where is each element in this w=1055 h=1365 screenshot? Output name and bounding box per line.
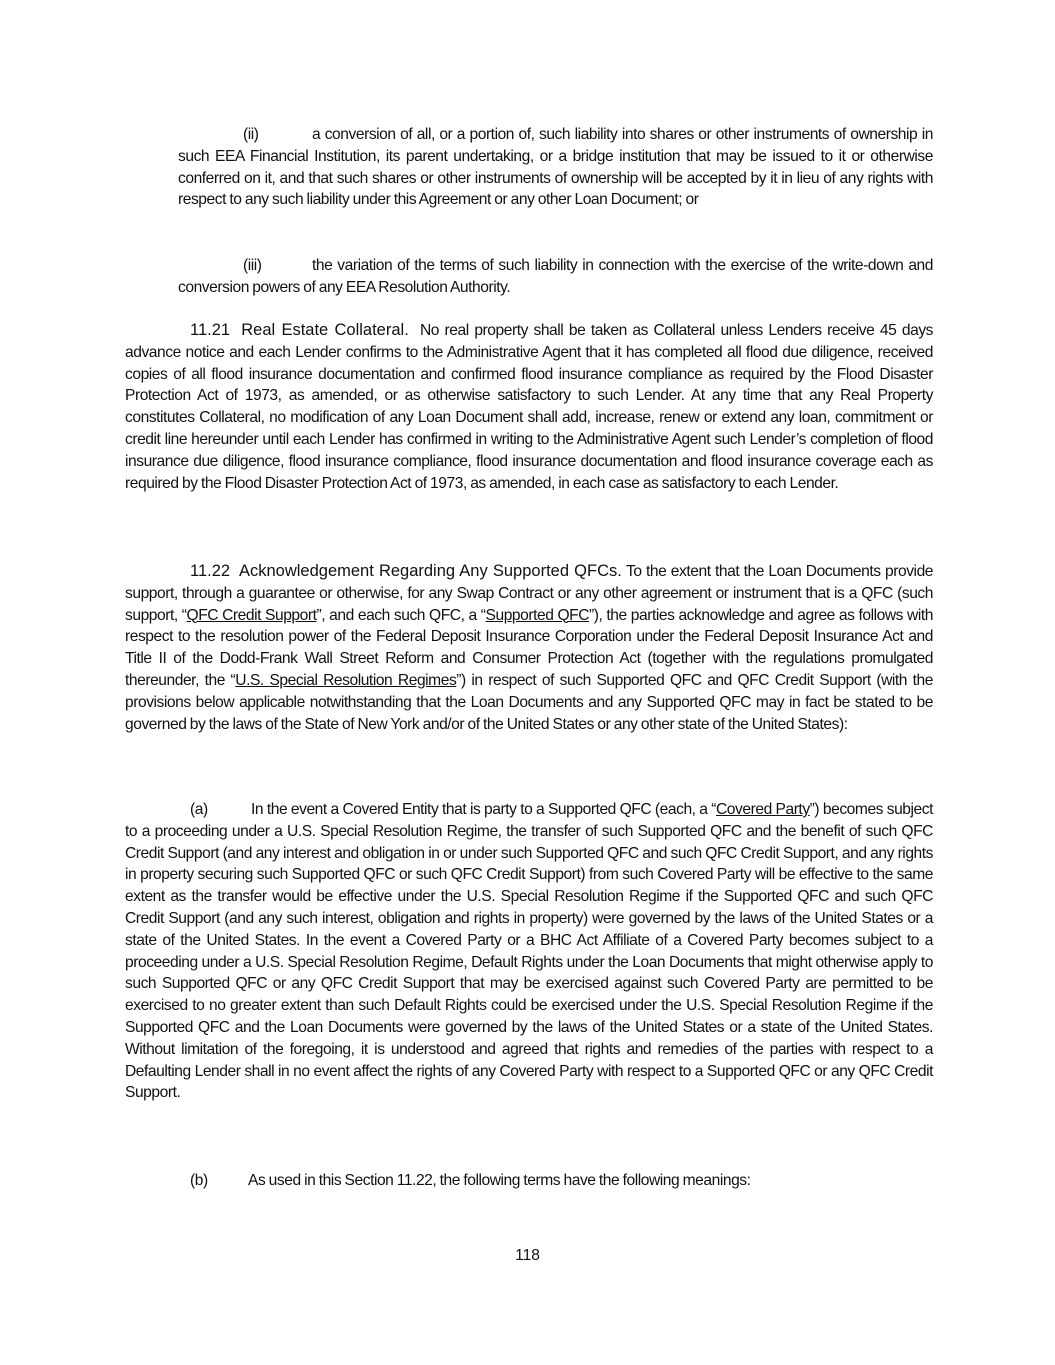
section-text: To the extent that the Loan Documents provide support, through a guarantee or otherwise, for any Swap Contract or any other agreement or instrument that is a QFC (such support, “: [125, 563, 934, 624]
clause-label: (b): [190, 1172, 208, 1189]
clause-text: ”) becomes subject to a proceeding under a U.S. Special Resolution Regime, the transfer of such Supported QFC and the benefit of such QFC Credit Support (and any interest and obligation in or under such Supported QFC and such QFC Credit Support, and any rights in property securing such Supported QFC or such QFC Credit Support) from such Covered Party will be effective to the same extent as the transfer would be effective under the U.S. Special Resolution Regime if the Supported QFC and such QFC Credit Support (and any such interest, obligation and rights in property) were governed by the laws of the United States or a state of the United States. In the event a Covered Party or a BHC Act Affiliate of a Covered Party becomes subject to a proceeding under a U.S. Special Resolution Regime, Default Rights under the Loan Documents that might otherwise apply to such Supported QFC or any QFC Credit Support that may be exercised against such Covered Party are permitted to be exercised to no greater extent than such Default Rights could be exercised under the U.S. Special Resolution Regime if the Supported QFC and the Loan Documents were governed by the laws of the United States or a state of the United States. Without limitation of the foregoing, it is understood and agreed that rights and remedies of the parties with respect to a Defaulting Lender shall in no event affect the rights of any Covered Party with respect to a Supported QFC or any QFC Credit Support.: [125, 801, 933, 1102]
page-number: 118: [515, 1247, 540, 1264]
section-text: ”) in respect of such Supported QFC and QFC Credit Support (with the provisions below applicable notwithstanding that the Loan Documents and any Supported QFC may in fact be stated to be governed by the laws of the State of New York and/or of the United States or any other state of the United States):: [125, 671, 933, 733]
clause-label: (a): [190, 801, 208, 818]
section-number: 11.21: [190, 321, 231, 339]
section-11-21: [125, 320, 933, 494]
defined-term: Covered Party: [716, 801, 810, 818]
clause-text: As used in this Section 11.22, the following terms have the following meanings:: [248, 1172, 751, 1189]
section-heading: Acknowledgement Regarding Any Supported QFCs.: [238, 562, 622, 580]
clause-text: In the event a Covered Entity that is party to a Supported QFC (each, a “: [251, 801, 716, 818]
defined-term: Supported QFC: [485, 606, 590, 624]
clause-a: [125, 799, 933, 1104]
clause-label: (iii): [243, 257, 262, 274]
section-11-22: [125, 561, 933, 735]
section-heading: Real Estate Collateral.: [241, 321, 409, 339]
defined-term: U.S. Special Resolution Regimes: [235, 671, 457, 689]
defined-term: QFC Credit Support: [186, 606, 317, 624]
clause-text: the variation of the terms of such liability in connection with the exercise of the write-down and conversion powers of any EEA Resolution Authority.: [178, 257, 933, 296]
clause-ii: [178, 124, 933, 211]
section-text: ”), the parties acknowledge and agree as follows with respect to the resolution power of the Federal Deposit Insurance Corporation under the Federal Deposit Insurance Act and Title II of the Dodd-Frank Wall Street Reform and Consumer Protection Act (together with the regulations promulgated thereunder, the “: [125, 606, 933, 689]
section-number: 11.22: [190, 562, 231, 580]
section-text: No real property shall be taken as Collateral unless Lenders receive 45 days advance notice and each Lender confirms to the Administrative Agent that it has completed all flood due diligence, received copies of all flood insurance documentation and confirmed flood insurance compliance as required by the Flood Disaster Protection Act of 1973, as amended, or as otherwise satisfactory to such Lender. At any time that any Real Property constitutes Collateral, no modification of any Loan Document shall add, increase, renew or extend any loan, commitment or credit line hereunder until each Lender has confirmed in writing to the Administrative Agent such Lender’s completion of flood insurance due diligence, flood insurance compliance, flood insurance documentation and flood insurance coverage each as required by the Flood Disaster Protection Act of 1973, as amended, in each case as satisfactory to each Lender.: [125, 322, 934, 492]
clause-text: a conversion of all, or a portion of, such liability into shares or other instruments of ownership in such EEA Financial Institution, its parent undertaking, or a bridge institution that may be issued to it or otherwise conferred on it, and that such shares or other instruments of ownership will be accepted by it in lieu of any rights with respect to any such liability under this Agreement or any other Loan Document; or: [178, 126, 933, 209]
clause-b: [125, 1170, 933, 1192]
clause-label: (ii): [243, 126, 259, 143]
section-text: ”, and each such QFC, a “: [316, 606, 486, 624]
clause-iii: [178, 255, 933, 299]
